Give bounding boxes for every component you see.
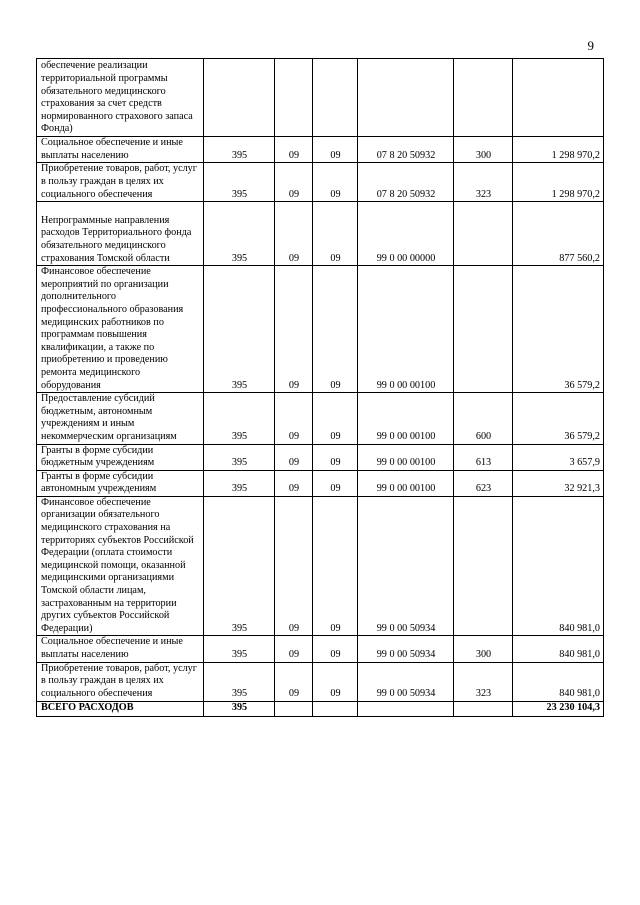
cell-target-article: 99 0 00 00100 — [358, 444, 454, 470]
cell-amount — [513, 59, 604, 137]
cell-admin-code: 395 — [204, 636, 275, 662]
cell-name: Приобретение товаров, работ, услуг в пользу граждан в целях их социального обеспечения — [37, 662, 204, 701]
cell-subsection: 09 — [313, 163, 358, 202]
cell-amount: 36 579,2 — [513, 393, 604, 444]
cell-admin-code: 395 — [204, 202, 275, 266]
cell-admin-code: 395 — [204, 444, 275, 470]
cell-expense-type — [454, 266, 513, 393]
cell-subsection: 09 — [313, 662, 358, 701]
cell-expense-type: 323 — [454, 662, 513, 701]
cell-target-article: 99 0 00 50934 — [358, 662, 454, 701]
table-row — [37, 266, 604, 393]
table-row — [37, 202, 604, 266]
cell-amount: 877 560,2 — [513, 202, 604, 266]
cell-expense-type — [454, 59, 513, 137]
cell-section — [275, 701, 313, 716]
cell-section: 09 — [275, 496, 313, 636]
cell-subsection: 09 — [313, 636, 358, 662]
cell-name: Гранты в форме субсидии бюджетным учреждениям — [37, 444, 204, 470]
cell-subsection — [313, 59, 358, 137]
cell-expense-type: 300 — [454, 137, 513, 163]
cell-amount: 1 298 970,2 — [513, 163, 604, 202]
table-row — [37, 636, 604, 662]
page-number: 9 — [587, 38, 594, 53]
cell-expense-type: 323 — [454, 163, 513, 202]
cell-expense-type — [454, 701, 513, 716]
table-row — [37, 393, 604, 444]
cell-section: 09 — [275, 636, 313, 662]
table-row — [37, 444, 604, 470]
table-row — [37, 470, 604, 496]
table-row — [37, 59, 604, 137]
cell-section: 09 — [275, 163, 313, 202]
cell-name: Непрограммные направления расходов Территориального фонда обязательного медицинского страхования Томской области — [37, 202, 204, 266]
cell-section: 09 — [275, 137, 313, 163]
cell-subsection: 09 — [313, 137, 358, 163]
cell-subsection — [313, 701, 358, 716]
cell-expense-type: 600 — [454, 393, 513, 444]
cell-expense-type: 623 — [454, 470, 513, 496]
cell-expense-type: 613 — [454, 444, 513, 470]
total-admin-code: 395 — [204, 701, 275, 716]
cell-amount: 840 981,0 — [513, 662, 604, 701]
cell-admin-code: 395 — [204, 137, 275, 163]
cell-subsection: 09 — [313, 470, 358, 496]
cell-amount: 840 981,0 — [513, 636, 604, 662]
total-row — [37, 701, 604, 716]
cell-name: Финансовое обеспечение организации обязательного медицинского страхования на территориях субъектов Российской Федерации (оплата стоимости медицинской помощи, оказанной медицинскими организациями Томской области лицам, застрахованным на территории других субъектов Российской Федерации) — [37, 496, 204, 636]
table-row — [37, 662, 604, 701]
cell-target-article: 99 0 00 50934 — [358, 496, 454, 636]
total-label: ВСЕГО РАСХОДОВ — [37, 701, 204, 716]
cell-expense-type — [454, 496, 513, 636]
cell-section: 09 — [275, 266, 313, 393]
expenditure-table — [36, 58, 604, 717]
cell-expense-type — [454, 202, 513, 266]
cell-section: 09 — [275, 444, 313, 470]
cell-section — [275, 59, 313, 137]
cell-section: 09 — [275, 202, 313, 266]
cell-section: 09 — [275, 470, 313, 496]
cell-amount: 840 981,0 — [513, 496, 604, 636]
cell-target-article: 99 0 00 00100 — [358, 393, 454, 444]
table-row — [37, 496, 604, 636]
cell-admin-code: 395 — [204, 496, 275, 636]
cell-target-article: 07 8 20 50932 — [358, 163, 454, 202]
cell-target-article — [358, 59, 454, 137]
total-amount: 23 230 104,3 — [513, 701, 604, 716]
cell-target-article: 99 0 00 00100 — [358, 266, 454, 393]
table-body — [37, 59, 604, 702]
cell-target — [358, 701, 454, 716]
cell-subsection: 09 — [313, 393, 358, 444]
cell-subsection: 09 — [313, 444, 358, 470]
cell-target-article: 99 0 00 00100 — [358, 470, 454, 496]
cell-admin-code: 395 — [204, 163, 275, 202]
cell-amount: 32 921,3 — [513, 470, 604, 496]
cell-subsection: 09 — [313, 266, 358, 393]
cell-name: Социальное обеспечение и иные выплаты населению — [37, 636, 204, 662]
table-row — [37, 163, 604, 202]
cell-name: обеспечение реализации территориальной программы обязательного медицинского страхования за счет средств нормированного страхового запаса Фонда) — [37, 59, 204, 137]
cell-name: Социальное обеспечение и иные выплаты населению — [37, 137, 204, 163]
cell-admin-code: 395 — [204, 662, 275, 701]
cell-name: Гранты в форме субсидии автономным учреждениям — [37, 470, 204, 496]
table-row — [37, 137, 604, 163]
cell-target-article: 99 0 00 50934 — [358, 636, 454, 662]
cell-admin-code: 395 — [204, 266, 275, 393]
cell-name: Финансовое обеспечение мероприятий по организации дополнительного профессионального образования медицинских работников по программам повышения квалификации, а также по приобретению и проведению ремонта медицинского оборудования — [37, 266, 204, 393]
cell-amount: 36 579,2 — [513, 266, 604, 393]
cell-target-article: 07 8 20 50932 — [358, 137, 454, 163]
cell-name: Предоставление субсидий бюджетным, автономным учреждениям и иным некоммерческим организациям — [37, 393, 204, 444]
cell-admin-code: 395 — [204, 470, 275, 496]
cell-amount: 1 298 970,2 — [513, 137, 604, 163]
cell-section: 09 — [275, 662, 313, 701]
cell-amount: 3 657,9 — [513, 444, 604, 470]
cell-expense-type: 300 — [454, 636, 513, 662]
cell-name: Приобретение товаров, работ, услуг в пользу граждан в целях их социального обеспечения — [37, 163, 204, 202]
cell-admin-code: 395 — [204, 393, 275, 444]
cell-target-article: 99 0 00 00000 — [358, 202, 454, 266]
cell-admin-code — [204, 59, 275, 137]
cell-section: 09 — [275, 393, 313, 444]
cell-subsection: 09 — [313, 202, 358, 266]
cell-subsection: 09 — [313, 496, 358, 636]
